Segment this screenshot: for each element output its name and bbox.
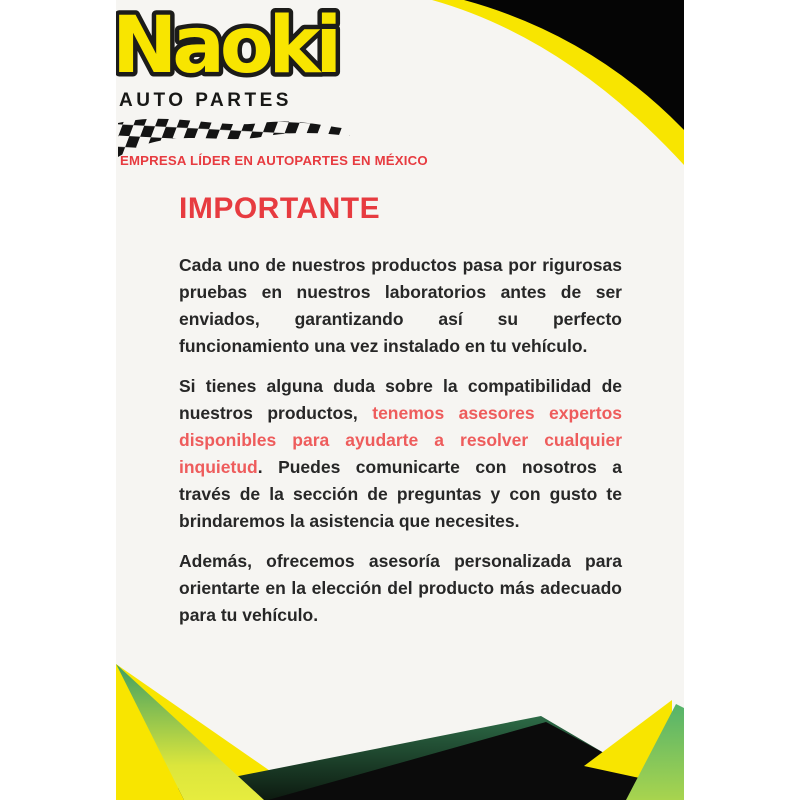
checkered-flag-shape [118,119,350,157]
paragraph-support-tail: . Puedes comunicarte con nosotros a través de la sección de preguntas y con gusto te brindaremos la asistencia que necesites. [179,457,622,531]
paragraph-support-highlight: tenemos asesores expertos disponibles para ayudarte a resolver cualquier inquietud [179,403,622,477]
paragraph-support [179,373,622,535]
section-heading: IMPORTANTE [179,192,381,225]
brand-subtitle: AUTO PARTES [119,90,292,111]
brand-logo [112,0,356,94]
poster [112,0,684,800]
brand-logo-text: Naoki [112,1,338,91]
bottom-decoration [116,660,684,800]
brand-tagline: EMPRESA LÍDER EN AUTOPARTES EN MÉXICO [120,153,428,168]
top-right-corner-decoration [431,0,684,166]
paragraph-advice: Además, ofrecemos asesoría personalizada para orientarte en la elección del producto más adecuado para tu vehículo. [179,551,622,625]
main-content [179,192,622,629]
paragraph-quality: Cada uno de nuestros productos pasa por rigurosas pruebas en nuestros laboratorios antes de ser enviados, garantizando así su perfecto funcionamiento una vez instalado en tu vehículo. [179,255,622,356]
paragraph-support-lead: Si tienes alguna duda sobre la compatibilidad de nuestros productos, [179,376,622,423]
